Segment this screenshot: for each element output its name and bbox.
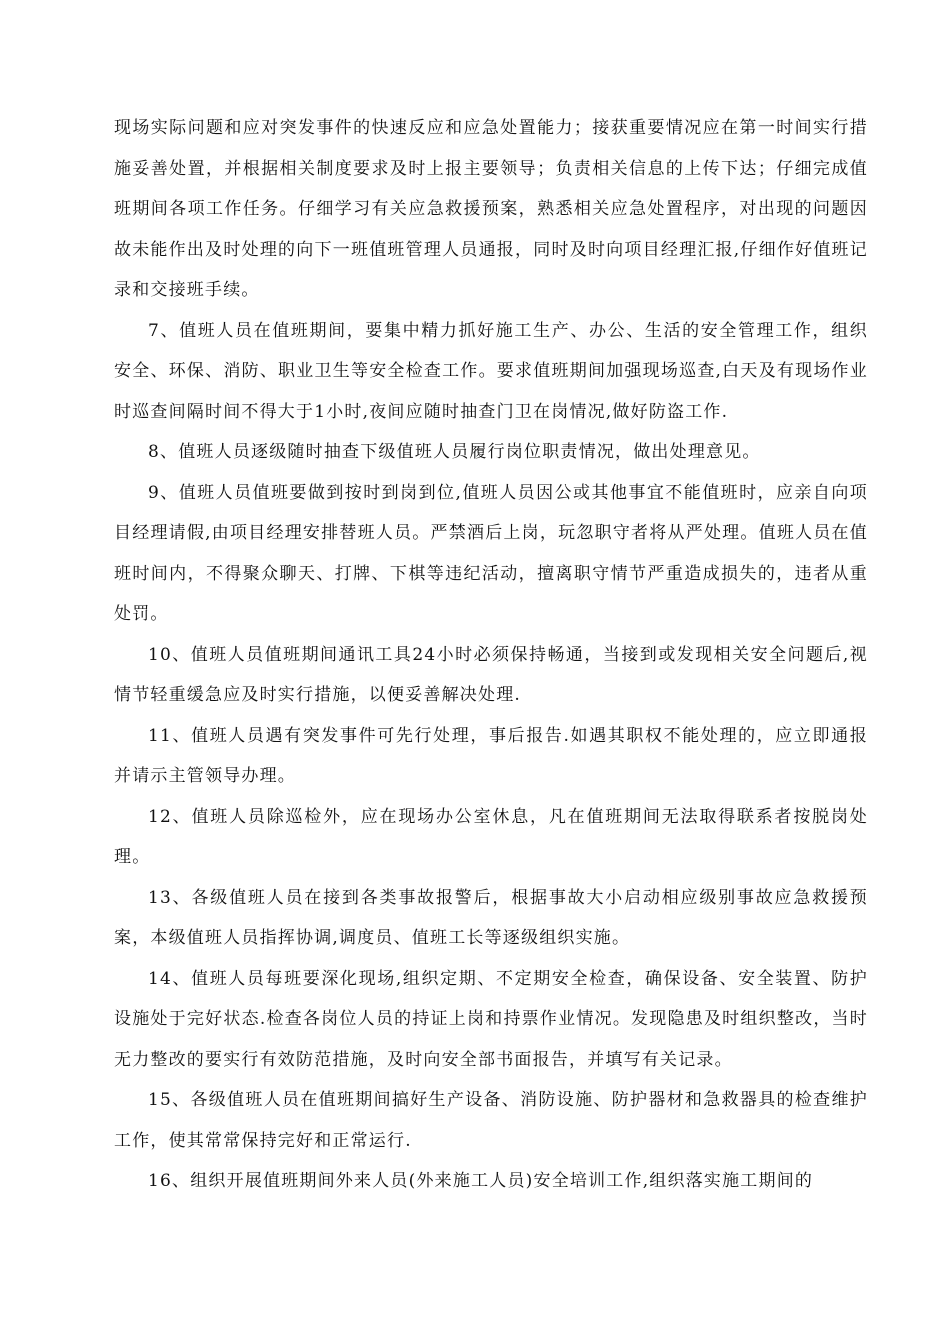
paragraph-12: 12、值班人员除巡检外，应在现场办公室休息，凡在值班期间无法取得联系者按脱岗处理。: [114, 806, 868, 867]
document-body: [114, 108, 868, 1202]
paragraph-10: 10、值班人员值班期间通讯工具24小时必须保持畅通，当接到或发现相关安全问题后,视情节轻重缓急应及时实行措施，以便妥善解决处理.: [114, 644, 868, 705]
paragraph-9: 9、值班人员值班要做到按时到岗到位,值班人员因公或其他事宜不能值班时，应亲自向项目经理请假,由项目经理安排替班人员。严禁酒后上岗，玩忽职守者将从严处理。值班人员在值班时间内，不得聚众聊天、打牌、下棋等违纪活动，擅离职守情节严重造成损失的，违者从重处罚。: [114, 482, 868, 624]
paragraph-14: 14、值班人员每班要深化现场,组织定期、不定期安全检查，确保设备、安全装置、防护设施处于完好状态.检查各岗位人员的持证上岗和持票作业情况。发现隐患及时组织整改，当时无力整改的要实行有效防范措施，及时向安全部书面报告，并填写有关记录。: [114, 968, 868, 1070]
paragraph-11: 11、值班人员遇有突发事件可先行处理，事后报告.如遇其职权不能处理的，应立即通报并请示主管领导办理。: [114, 725, 868, 786]
paragraph-16: 16、组织开展值班期间外来人员(外来施工人员)安全培训工作,组织落实施工期间的: [148, 1171, 814, 1191]
paragraph-13: 13、各级值班人员在接到各类事故报警后，根据事故大小启动相应级别事故应急救援预案，本级值班人员指挥协调,调度员、值班工长等逐级组织实施。: [114, 887, 868, 948]
paragraph-15: 15、各级值班人员在值班期间搞好生产设备、消防设施、防护器材和急救器具的检查维护工作，使其常常保持完好和正常运行.: [114, 1090, 868, 1151]
paragraph-continued: 现场实际问题和应对突发事件的快速反应和应急处置能力；接获重要情况应在第一时间实行措施妥善处置，并根据相关制度要求及时上报主要领导；负责相关信息的上传下达；仔细完成值班期间各项工作任务。仔细学习有关应急救援预案，熟悉相关应急处置程序，对出现的问题因故未能作出及时处理的向下一班值班管理人员通报，同时及时向项目经理汇报,仔细作好值班记录和交接班手续。: [114, 118, 868, 300]
paragraph-7: 7、值班人员在值班期间，要集中精力抓好施工生产、办公、生活的安全管理工作，组织安全、环保、消防、职业卫生等安全检查工作。要求值班期间加强现场巡查,白天及有现场作业时巡查间隔时间不得大于1小时,夜间应随时抽查门卫在岗情况,做好防盗工作.: [114, 320, 868, 422]
paragraph-8: 8、值班人员逐级随时抽查下级值班人员履行岗位职责情况，做出处理意见。: [148, 442, 761, 462]
